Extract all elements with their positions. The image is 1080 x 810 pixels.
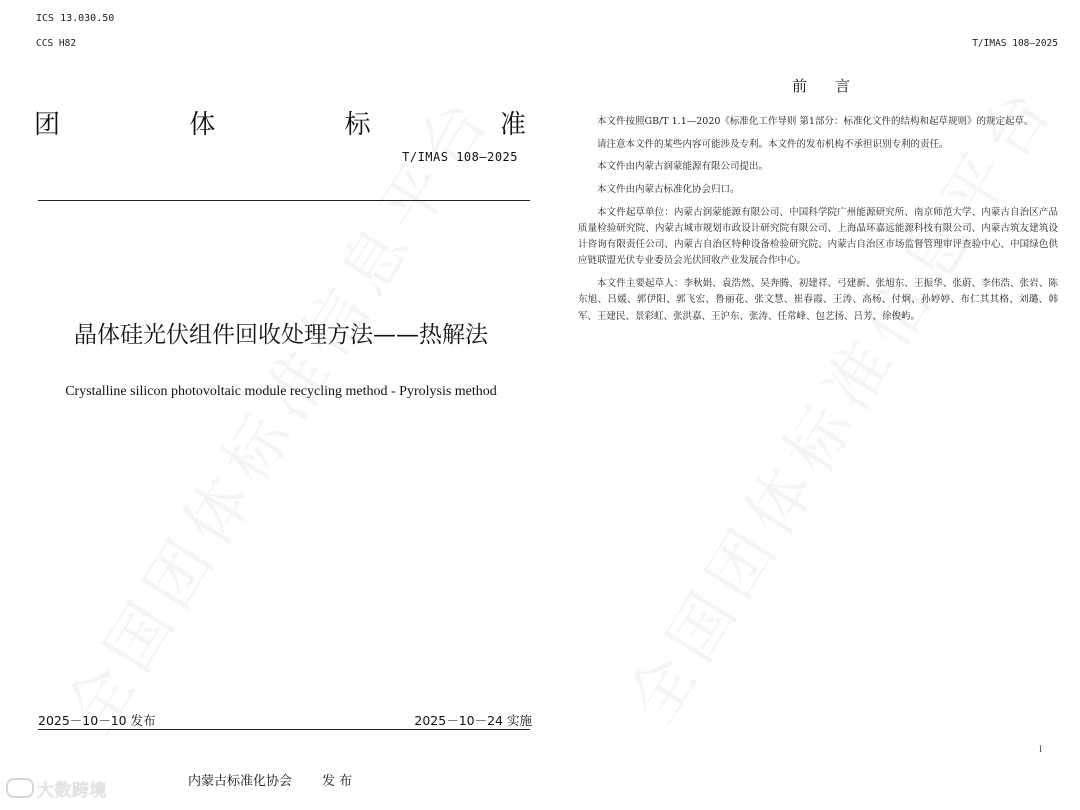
standard-type-char: 准 xyxy=(499,110,526,140)
watermark xyxy=(40,72,510,748)
foreword-paragraph: 本文件由内蒙古标准化协会归口。 xyxy=(597,184,740,196)
foreword-paragraph: 本文件按照GB/T 1.1—2020《标准化工作导则 第1部分：标准化文件的结构和起草规则》的规定起草。 xyxy=(597,116,1034,127)
publisher-name: 内蒙古标准化协会 xyxy=(188,774,293,789)
foreword-paragraph: 请注意本文件的某些内容可能涉及专利。本文件的发布机构不承担识别专利的责任。 xyxy=(597,138,949,150)
ccs-code: CCS H82 xyxy=(36,38,77,49)
logo xyxy=(6,776,107,801)
standard-number: T/IMAS 108—2025 xyxy=(402,150,518,164)
bottom-divider xyxy=(38,729,530,730)
foreword-body xyxy=(578,114,1058,331)
foreword-page xyxy=(562,0,1080,810)
title-english: Crystalline silicon photovoltaic module recycling method - Pyrolysis method xyxy=(65,384,497,399)
implement-date: 2025－10－24 实施 xyxy=(414,713,532,728)
publish-word: 发 布 xyxy=(322,774,353,789)
foreword-paragraph: 本文件主要起草人：李秋娟、袁浩然、吴奔腾、初建祥、弓建新、张旭东、王振华、张蔚、李伟浩、张岩、陈东旭、吕媛、郭伊阳、郭飞宏、鲁丽花、张文慧、崔春霞、王涛、高杨、付炯、孙婷婷、布仁其其格、刘璐、韩军、王建民、景彩虹、张洪嘉、王沪东、张涛、任常峰、包艺扬、吕芳、徐俊屿。 xyxy=(578,278,1058,322)
title-chinese: 晶体硅光伏组件回收处理方法——热解法 xyxy=(74,322,488,348)
top-divider xyxy=(38,200,530,201)
ics-code: ICS 13.030.50 xyxy=(36,13,115,24)
page-number: I xyxy=(1039,744,1042,754)
logo-icon xyxy=(6,778,34,798)
publisher-line xyxy=(188,770,382,789)
standard-type-char: 团 xyxy=(34,110,61,140)
release-date: 2025－10－10 发布 xyxy=(38,713,156,728)
foreword-title: 前言 xyxy=(791,77,878,95)
foreword-paragraph: 本文件由内蒙古润蒙能源有限公司提出。 xyxy=(597,161,769,173)
header-standard-number: T/IMAS 108—2025 xyxy=(972,38,1058,49)
standard-type-char: 标 xyxy=(344,110,371,140)
foreword-paragraph: 本文件起草单位：内蒙古润蒙能源有限公司、中国科学院广州能源研究所、南京师范大学、内蒙古自治区产品质量检验研究院、内蒙古城市规划市政设计研究院有限公司、上海晶环嘉远能源科技有限公司、内蒙古筑友建筑设计咨询有限责任公司、内蒙古自治区特种设备检验研究院、内蒙古自治区市场监督管理审评查验中心、中国绿色供应链联盟光伏专业委员会光伏回收产业发展合作中心。 xyxy=(578,206,1058,267)
standard-type-heading xyxy=(34,104,526,141)
standard-type-char: 体 xyxy=(189,110,216,140)
logo-text: 大数跨境 xyxy=(37,781,107,801)
